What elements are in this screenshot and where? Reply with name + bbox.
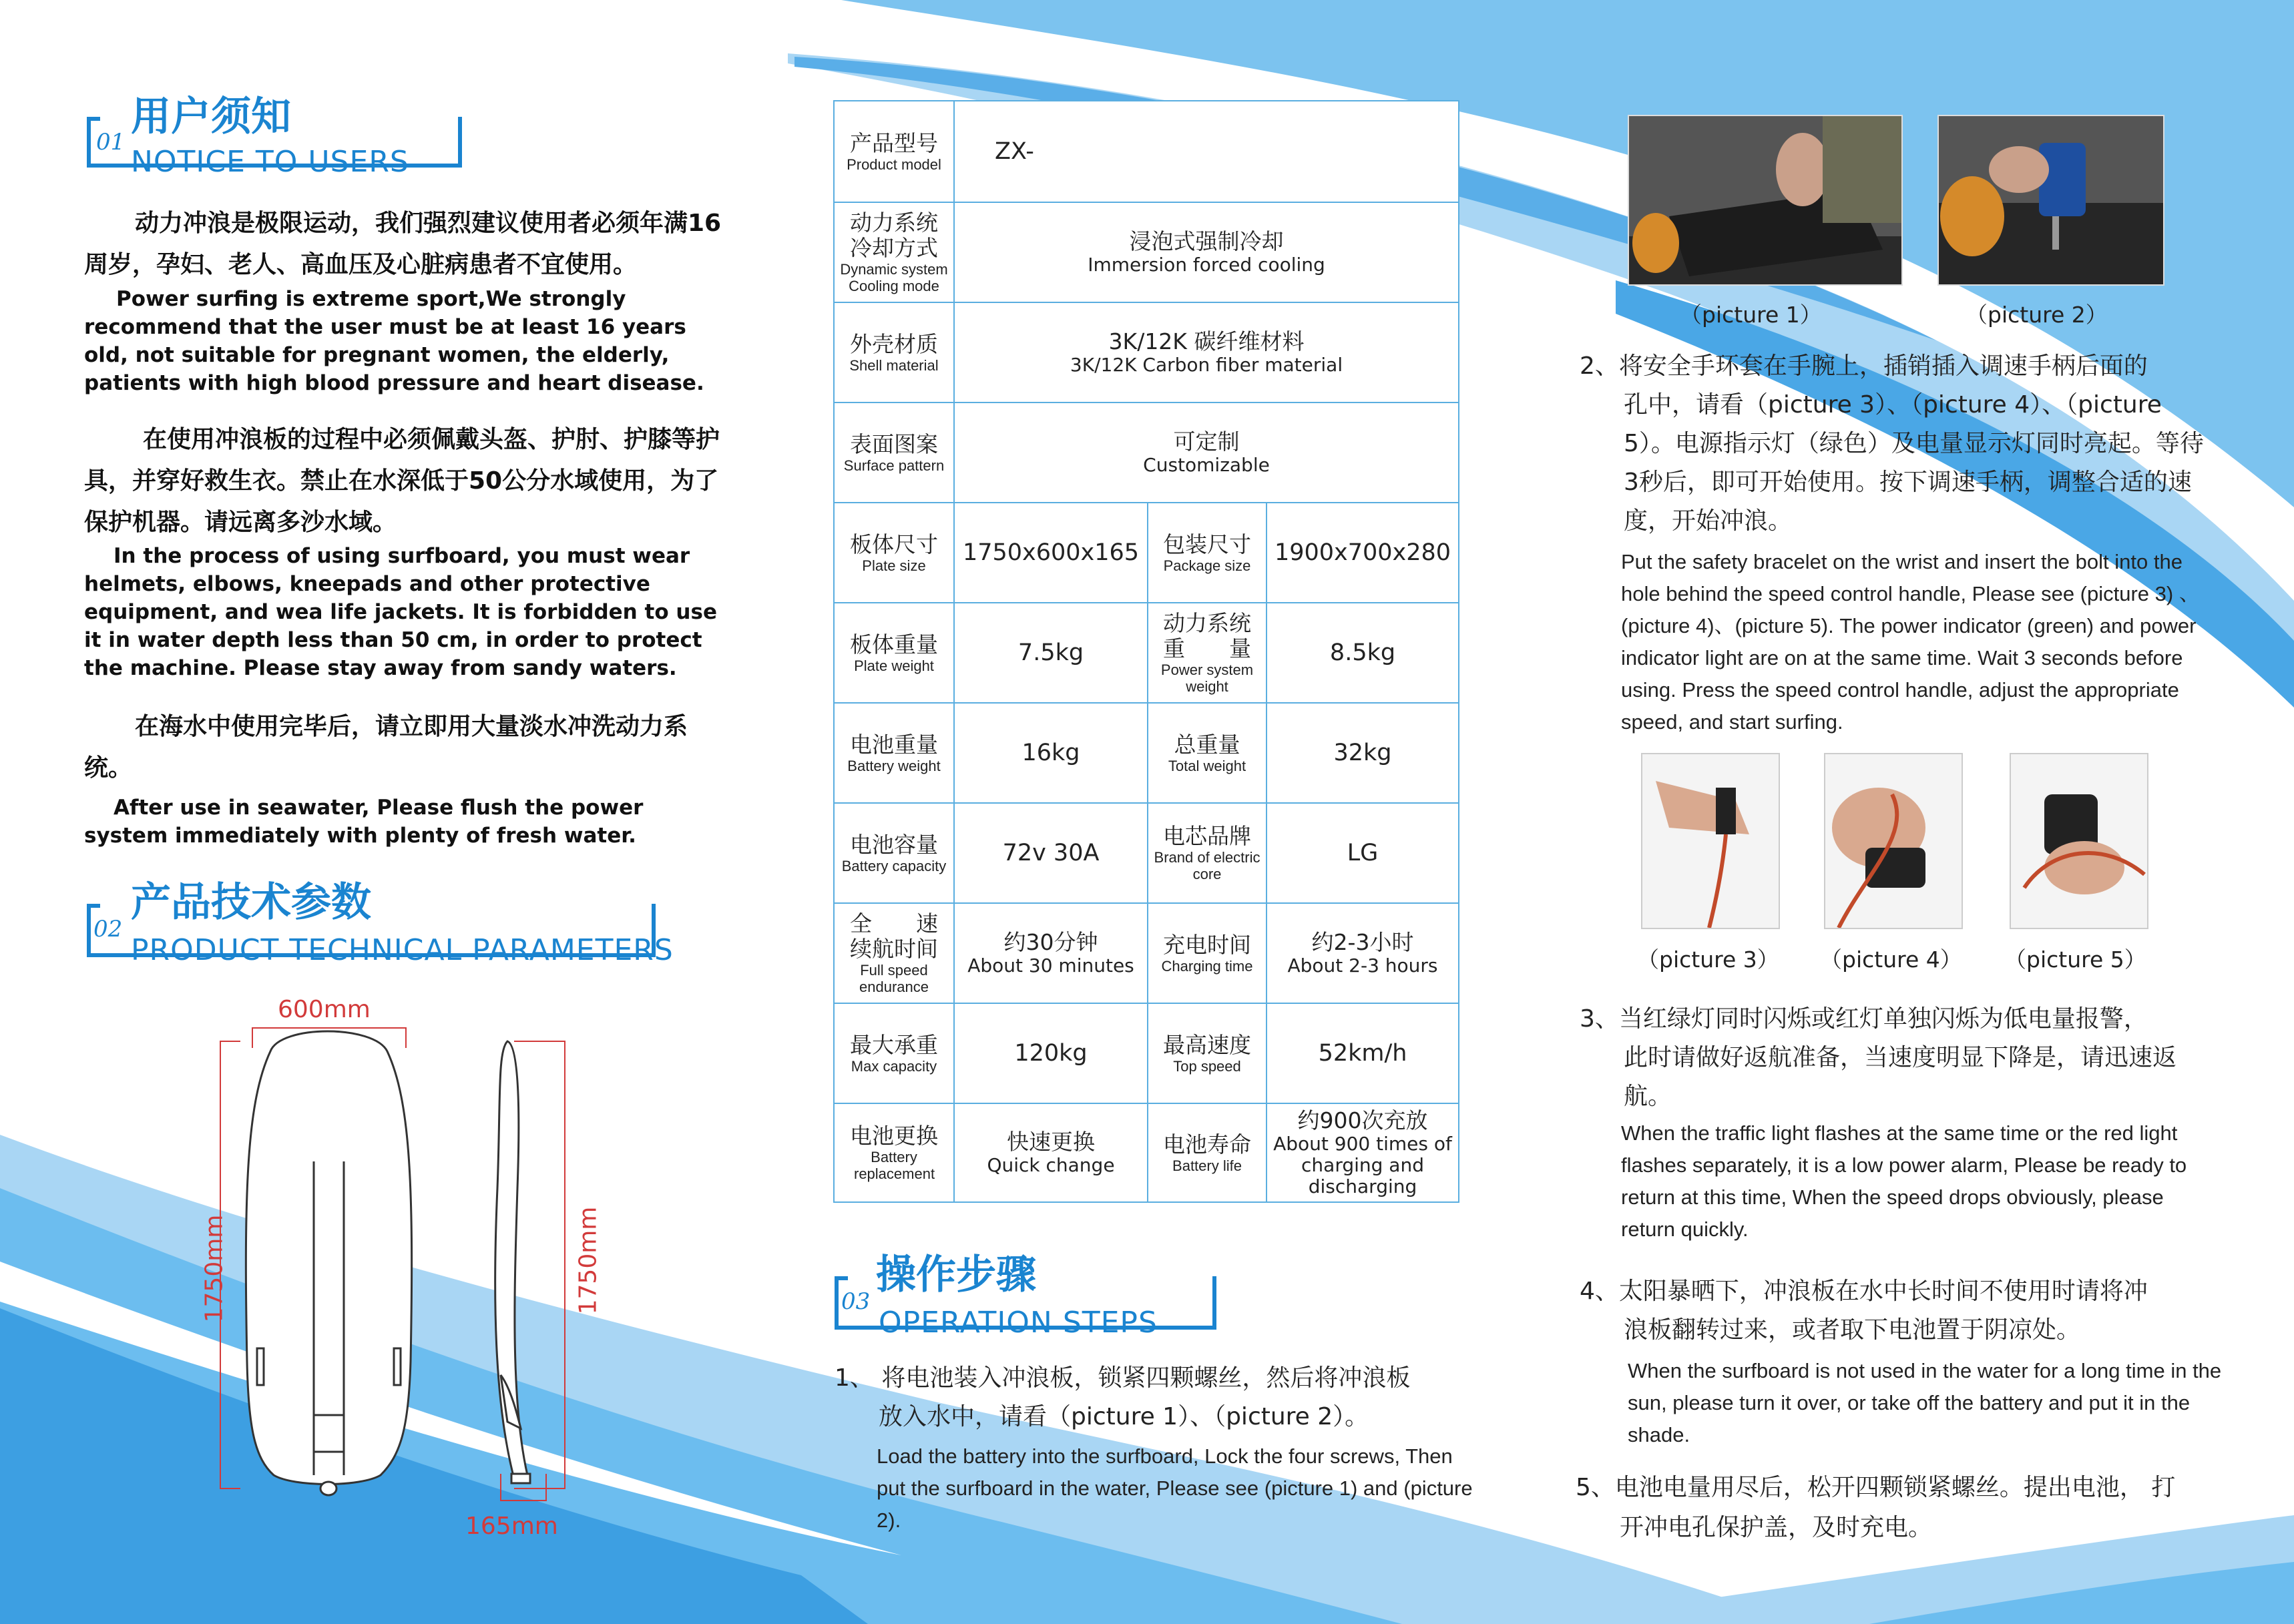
label-en: Charging time [1161,957,1253,975]
section-title-en: OPERATION STEPS [879,1306,1158,1340]
value-cn: 约30分钟 [1003,929,1098,955]
label-en: Total weight [1168,757,1246,774]
board-front-view [246,1031,411,1495]
label-cn: 总重量 [1174,731,1240,758]
value: 32kg [1333,740,1392,766]
picture-2-caption: （picture 2） [1966,302,2108,328]
dimension-length-front: 1750mm [200,1214,228,1323]
value: 120kg [1014,1040,1088,1067]
picture-1-photo [1628,115,1903,286]
label-en: Product model [847,156,941,173]
speed-handle-image [2011,754,2148,929]
ops-section-header [835,1252,1215,1340]
label-cn: 全 速续航时间 [850,910,938,962]
section-title-en: PRODUCT TECHNICAL PARAMETERS [131,933,674,967]
value-en: Quick change [987,1154,1115,1176]
picture-3-caption: （picture 3） [1637,946,1779,973]
model-value: ZX- [995,138,1034,165]
value: 16kg [1021,740,1080,766]
table-row [835,302,1458,402]
section-number: 03 [841,1288,871,1315]
picture-1-caption: （picture 1） [1680,302,1822,328]
value-en: About 30 minutes [967,955,1134,977]
value: 72v 30A [1002,840,1100,866]
label-cn: 产品型号 [850,129,938,156]
picture-5-caption: （picture 5） [2004,946,2146,973]
surfboard-diagram [180,988,594,1522]
label-cn: 电池容量 [850,831,938,858]
step-2-cn-rest: 孔中，请看（picture 3）、（picture 4）、（picture 5）。电源指示灯（绿色）及电量显示灯同时亮起。等待3秒后，即可开始使用。按下调速手柄，调整合适的速度，开始冲浪。 [1624,391,2204,535]
step-1-en: Load the battery into the surfboard, Lock the four screws, Then put the surfboard in the water, Please see (picture 1) and (picture 2). [877,1444,1473,1532]
section-number: 01 [96,129,126,156]
value: 1900x700x280 [1274,539,1451,566]
wrist-bracelet-image [1642,754,1780,929]
picture-4-caption: （picture 4） [1820,946,1962,973]
value-cn: 可定制 [1173,429,1240,455]
picture-5-photo [2010,753,2148,929]
table-row [835,1103,1458,1201]
label-en: Max capacity [851,1057,937,1075]
label-en: Plate size [862,557,926,574]
table-row [835,902,1458,1003]
label-en: Brand of electric core [1154,849,1260,882]
label-cn: 电芯品牌 [1163,823,1251,849]
spec-table [833,100,1459,1203]
notice-paragraph-3-cn: 在海水中使用完毕后，请立即用大量淡水冲洗动力系统。 [84,713,688,782]
label-en: Surface pattern [843,457,945,474]
picture-4-photo [1824,753,1963,929]
step-4-en: When the surfboard is not used in the water for a long time in the sun, please turn it over, or take off the battery and put it in the shade. [1628,1359,2222,1446]
label-cn: 动力系统重 量 [1163,610,1251,661]
step-1-cn-line1: 1、 将电池装入冲浪板，锁紧四颗螺丝，然后将冲浪板 [835,1364,1411,1392]
label-cn: 电池重量 [850,731,938,758]
label-cn: 板体重量 [850,631,938,657]
value: 8.5kg [1329,639,1396,666]
label-en: Battery capacity [841,857,947,874]
label-cn: 电池更换 [850,1123,938,1149]
label-cn: 电池寿命 [1163,1131,1251,1157]
label-en: Power system weight [1160,661,1254,695]
value-en: About 900 times of charging and discharging [1273,1133,1452,1197]
table-row [835,702,1458,802]
table-row [835,602,1458,702]
label-en: Plate weight [854,657,934,674]
step-3-cn-line1: 3、当红绿灯同时闪烁或红灯单独闪烁为低电量报警， [1580,1005,2148,1033]
label-en: Dynamic system Cooling mode [840,261,948,294]
step-1-cn-line2: 放入水中，请看（picture 1）、（picture 2）。 [879,1403,1369,1430]
label-en: Battery replacement [854,1149,935,1182]
label-en: Package size [1163,557,1251,574]
notice-paragraph-1-cn: 动力冲浪是极限运动，我们强烈建议使用者必须年满16周岁，孕妇、老人、高血压及心脏病患者不宜使用。 [84,210,722,278]
label-cn: 动力系统冷却方式 [850,210,938,261]
label-en: Top speed [1173,1057,1241,1075]
notice-paragraph-3-en: After use in seawater, Please flush the power system immediately with plenty of fresh water. [84,796,644,848]
section-number: 02 [93,916,123,942]
label-cn: 表面图案 [850,431,938,457]
value: 1750x600x165 [962,539,1140,566]
value-cn: 快速更换 [1007,1129,1095,1155]
label-en: Full speed endurance [859,962,929,995]
section-title-cn: 产品技术参数 [127,882,381,922]
step-4-cn-line1: 4、太阳暴晒下，冲浪板在水中长时间不使用时请将冲 [1580,1278,2148,1305]
picture-3-photo [1641,753,1780,929]
label-cn: 最大承重 [850,1031,938,1058]
table-row [835,502,1458,602]
notice-paragraph-2-en: In the process of using surfboard, you must wear helmets, elbows, kneepads and other protective equipment, and wea life jackets. It is forbidden to use it in water depth less than 50 cm, in order to protect the machine. Please stay away from sandy waters. [84,544,717,680]
picture-2-photo [1937,115,2164,286]
label-en: Battery life [1172,1157,1242,1174]
params-section-header [87,879,674,967]
value-en: Immersion forced cooling [1088,254,1325,276]
value-cn: 3K/12K 碳纤维材料 [1108,328,1305,354]
table-row [835,101,1458,202]
step-2-cn-line1: 2、将安全手环套在手腕上，插销插入调速手柄后面的 [1580,352,2148,380]
notice-paragraph-1-en: Power surfing is extreme sport,We strongly recommend that the user must be at least 16 years old, not suitable for pregnant women, the elderly, patients with high blood pressure and heart disease. [84,287,704,395]
battery-install-image [1629,116,1903,286]
insert-bolt-image [1825,754,1963,929]
step-4-cn-line2: 浪板翻转过来，或者取下电池置于阴凉处。 [1624,1316,2081,1344]
step-5-cn-line2: 开冲电孔保护盖，及时充电。 [1620,1514,1933,1541]
label-en: Battery weight [847,757,941,774]
value: 52km/h [1318,1040,1407,1067]
value-en: 3K/12K Carbon fiber material [1070,354,1343,376]
label-en: Shell material [849,356,939,374]
value: LG [1347,840,1379,866]
table-row [835,802,1458,902]
label-cn: 最高速度 [1163,1031,1251,1058]
table-row [835,402,1458,502]
board-side-view [495,1041,530,1483]
section-title-cn: 操作步骤 [872,1255,1046,1295]
notice-section-header [87,93,461,179]
label-cn: 板体尺寸 [850,531,938,557]
notice-paragraph-2-cn: 在使用冲浪板的过程中必须佩戴头盔、护肘、护膝等护具，并穿好救生衣。禁止在水深低于50公分水域使用，为了保护机器。请远离多沙水域。 [84,426,720,536]
dimension-width: 600mm [278,996,371,1023]
table-row [835,202,1458,302]
screw-drill-image [1939,116,2164,286]
value-cn: 浸泡式强制冷却 [1129,228,1284,254]
value-cn: 约2-3小时 [1311,929,1414,955]
value-en: About 2-3 hours [1287,955,1438,977]
step-2-en: Put the safety bracelet on the wrist and insert the bolt into the hole behind the speed control handle, Please see (picture 3) 、(picture 4)、(picture 5). The power indicator (green) and power indicator light are on at the same time. Wait 3 seconds before using. Press the speed control handle, adjust the appropriate speed, and start surfing. [1621,550,2200,734]
section-title-en: NOTICE TO USERS [131,145,409,179]
value: 7.5kg [1017,639,1084,666]
label-cn: 外壳材质 [850,330,938,357]
step-3-en: When the traffic light flashes at the same time or the red light flashes separately, it is a low power alarm, Please be ready to return at this time, When the speed drops obviously, please return quickly. [1621,1121,2187,1241]
table-row [835,1003,1458,1103]
step-5-cn-line1: 5、电池电量用尽后，松开四颗锁紧螺丝。提出电池， 打 [1576,1474,2176,1501]
value-en: Customizable [1143,454,1270,476]
section-title-cn: 用户须知 [127,97,300,137]
dimension-length-side: 1750mm [574,1206,602,1315]
step-3-cn-rest: 此时请做好返航准备，当速度明显下降是，请迅速返航。 [1624,1044,2177,1110]
value-cn: 约900次充放 [1297,1107,1428,1133]
dimension-thickness: 165mm [465,1513,558,1540]
label-cn: 包装尺寸 [1163,531,1251,557]
label-cn: 充电时间 [1163,931,1251,958]
